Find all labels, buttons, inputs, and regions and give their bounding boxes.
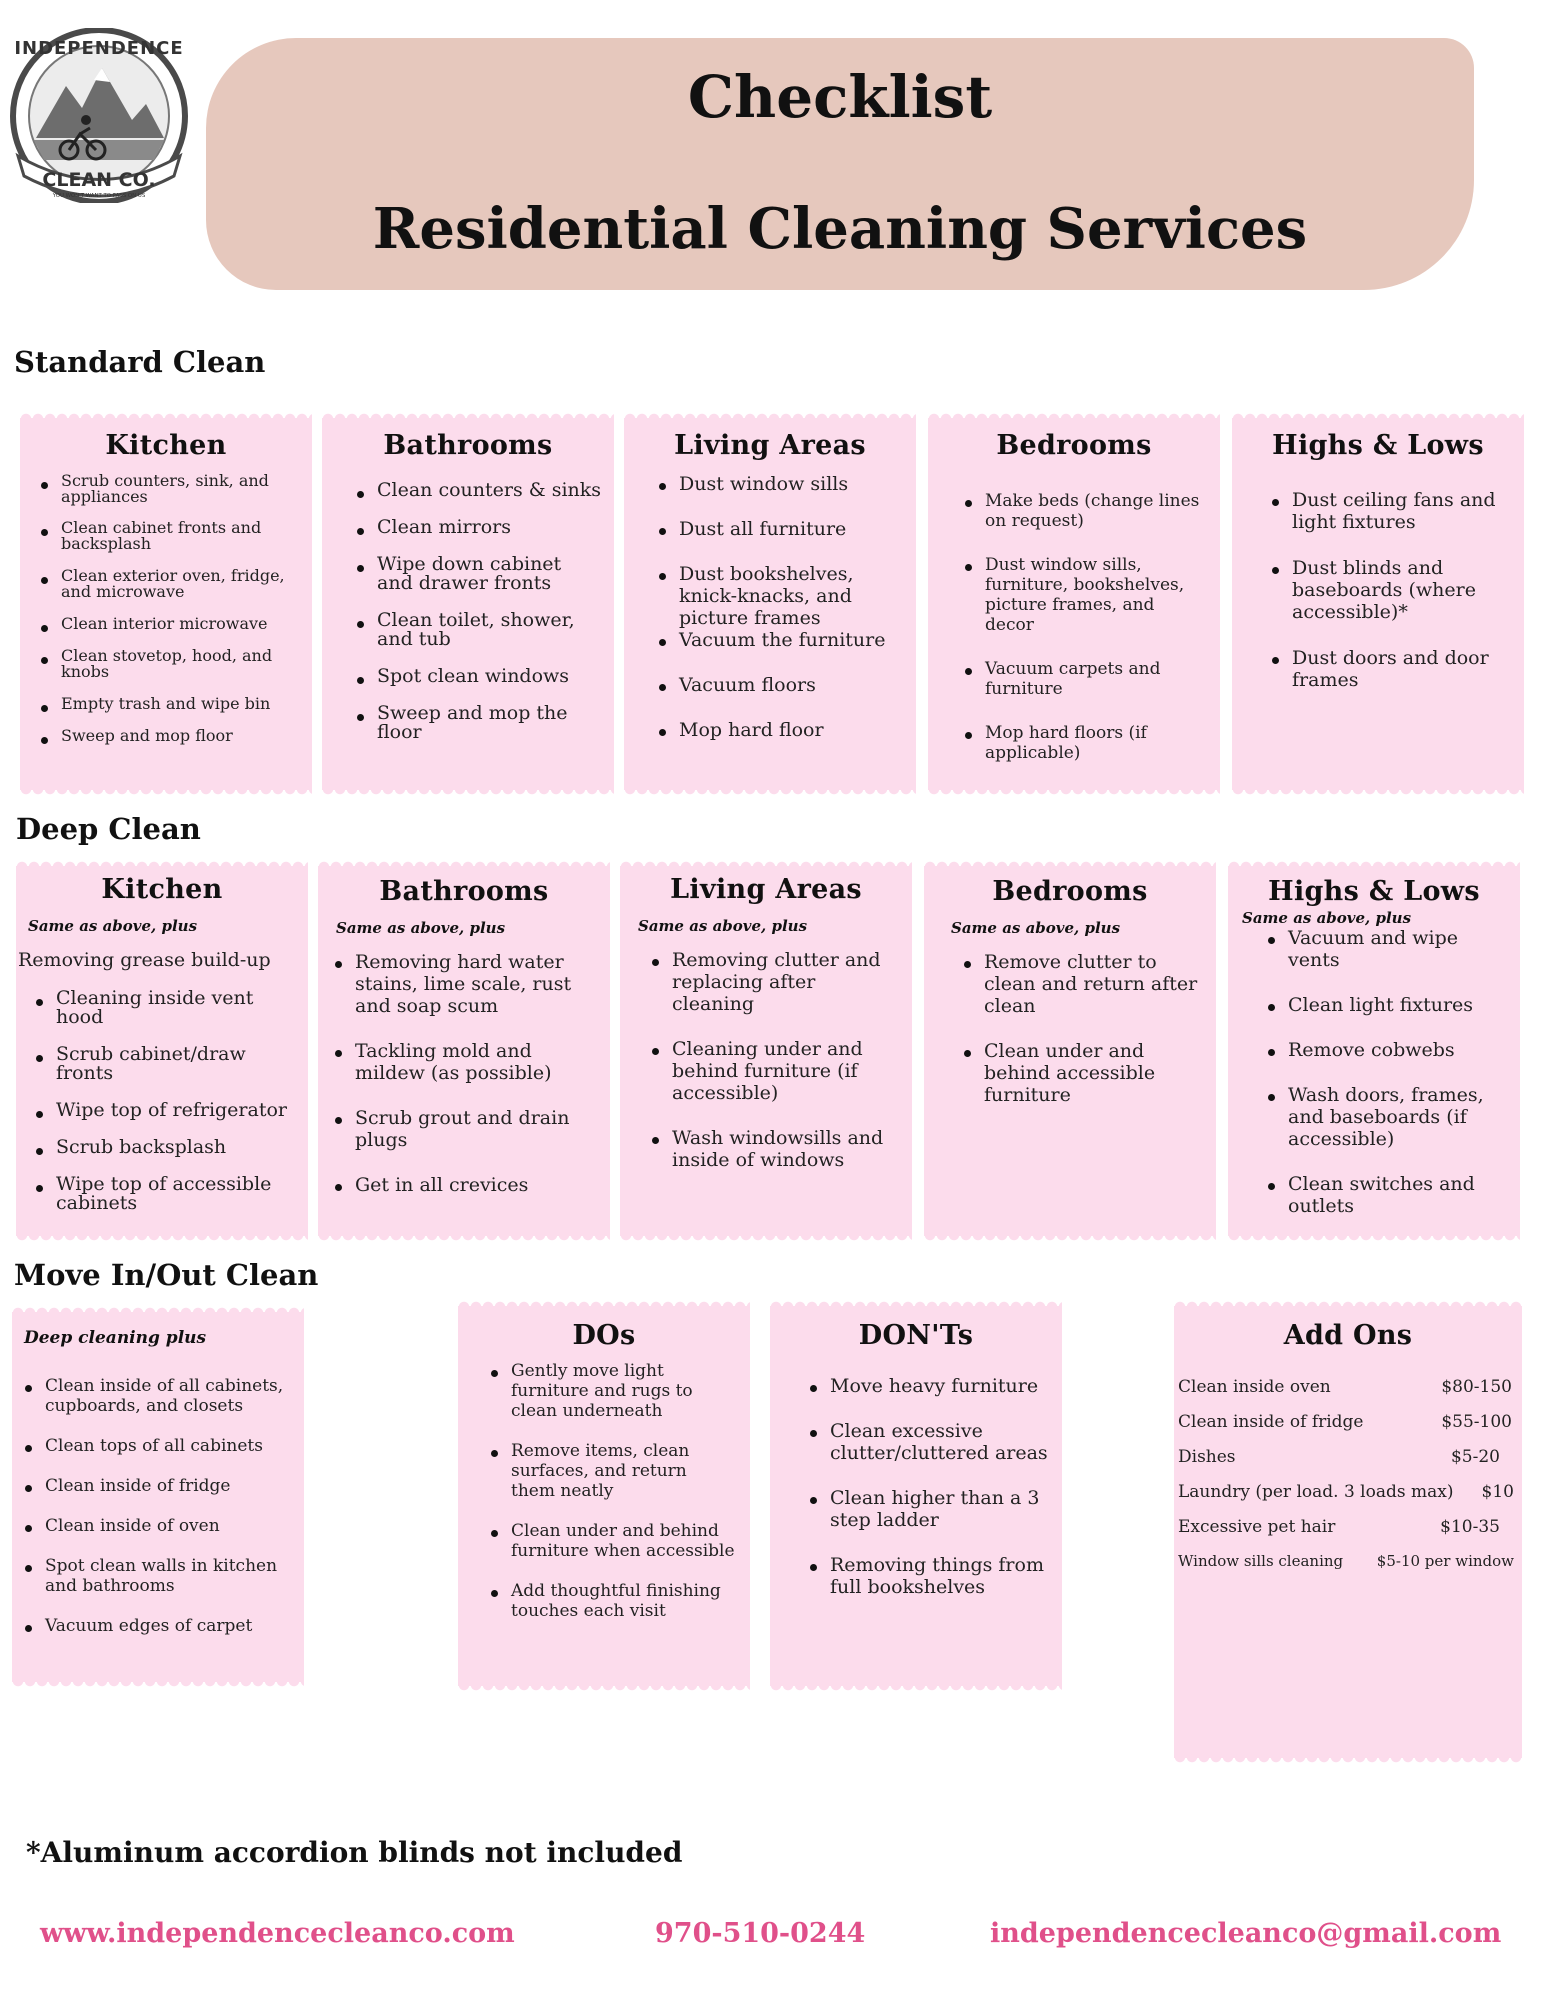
list-item: Dust bookshelves, knick-knacks, and picture frames <box>679 563 906 629</box>
list-item: Sweep and mop floor <box>61 728 302 744</box>
card-subtitle: Same as above, plus <box>951 919 1121 937</box>
standard-highs-lows-card <box>1232 418 1524 790</box>
list-item: Wash windowsills and inside of windows <box>672 1127 898 1171</box>
list-item: Clean counters & sinks <box>377 479 602 501</box>
addon-name: Clean inside oven <box>1178 1377 1331 1397</box>
addon-row <box>1178 1412 1514 1432</box>
list-item: Removing clutter and replacing after cleaning <box>672 949 898 1015</box>
standard-bedrooms-card <box>928 418 1220 790</box>
logo-independence-text: INDEPENDENCE <box>14 38 184 59</box>
card-title: Add Ons <box>1283 1320 1413 1351</box>
list-item: Remove clutter to clean and return after clean <box>984 951 1202 1017</box>
list-item: Removing things from full bookshelves <box>830 1554 1048 1598</box>
addon-row <box>1178 1552 1514 1570</box>
list-item: Wipe top of accessible cabinets <box>56 1175 298 1213</box>
list-item: Remove cobwebs <box>1288 1039 1506 1061</box>
list-item: Clean light fixtures <box>1288 994 1506 1016</box>
dos-card <box>458 1306 750 1686</box>
list-item: Vacuum and wipe vents <box>1288 927 1506 971</box>
addon-row <box>1178 1447 1514 1467</box>
standard-kitchen-card <box>20 418 312 790</box>
addon-row <box>1178 1517 1514 1537</box>
list-item: Scrub backsplash <box>56 1138 298 1157</box>
donts-card <box>770 1306 1062 1686</box>
list-item: Mop hard floors (if applicable) <box>985 723 1204 763</box>
list-item: Sweep and mop the floor <box>377 704 602 742</box>
list-item: Gently move light furniture and rugs to clean underneath <box>511 1361 736 1421</box>
deep-clean-heading: Deep Clean <box>16 812 201 846</box>
card-title: Bedrooms <box>996 430 1152 461</box>
list-item: Vacuum the furniture <box>679 629 906 651</box>
standard-living-card <box>624 418 916 790</box>
addon-name: Clean inside of fridge <box>1178 1412 1364 1432</box>
deep-highs-lows-card <box>1228 866 1520 1236</box>
list-item: Wipe top of refrigerator <box>56 1101 298 1120</box>
addon-price: $10-35 <box>1440 1517 1500 1537</box>
page-subtitle: Residential Cleaning Services <box>372 196 1308 262</box>
addon-price: $10 <box>1481 1482 1514 1502</box>
list-item: Clean inside of oven <box>45 1516 290 1536</box>
deep-bathrooms-card <box>318 866 610 1236</box>
deep-living-card <box>620 866 912 1236</box>
list-item: Vacuum carpets and furniture <box>985 659 1204 699</box>
list-item: Clean toilet, shower, and tub <box>377 611 602 649</box>
list-item: Cleaning under and behind furniture (if accessible) <box>672 1038 898 1104</box>
list-item: Remove items, clean surfaces, and return them neatly <box>511 1441 736 1501</box>
addon-name: Window sills cleaning <box>1178 1552 1344 1570</box>
list-item: Move heavy furniture <box>830 1375 1048 1397</box>
list-item: Dust ceiling fans and light fixtures <box>1292 489 1510 533</box>
card-title: Highs & Lows <box>1272 430 1484 461</box>
website-link[interactable]: www.independencecleanco.com <box>40 1918 515 1949</box>
list-item: Wipe down cabinet and drawer fronts <box>377 555 602 593</box>
card-title: DOs <box>572 1320 636 1351</box>
card-subtitle: Deep cleaning plus <box>24 1328 207 1348</box>
addon-price: $5-20 <box>1450 1447 1500 1467</box>
card-subtitle: Same as above, plus <box>638 917 808 935</box>
list-item: Get in all crevices <box>355 1174 600 1196</box>
list-item: Add thoughtful finishing touches each visit <box>511 1581 736 1621</box>
logo-clean-co-text: CLEAN CO. <box>42 169 156 191</box>
list-item: Clean mirrors <box>377 518 602 537</box>
deep-bedrooms-card <box>924 866 1216 1236</box>
addon-price: $80-150 <box>1441 1377 1512 1397</box>
list-lead-text: Removing grease build-up <box>18 949 271 971</box>
list-item: Wash doors, frames, and baseboards (if accessible) <box>1288 1084 1506 1150</box>
addon-row <box>1178 1377 1514 1397</box>
card-title: Bathrooms <box>383 430 553 461</box>
list-item: Vacuum edges of carpet <box>45 1616 290 1636</box>
footnote: *Aluminum accordion blinds not included <box>26 1836 683 1869</box>
card-subtitle: Same as above, plus <box>1242 909 1412 927</box>
addon-row <box>1178 1482 1514 1502</box>
addon-name: Laundry (per load. 3 loads max) <box>1178 1482 1454 1502</box>
list-item: Dust blinds and baseboards (where accessible)* <box>1292 557 1510 623</box>
list-item: Removing hard water stains, lime scale, rust and soap scum <box>355 951 600 1017</box>
list-item: Dust window sills, furniture, bookshelves, picture frames, and decor <box>985 555 1204 635</box>
list-item: Empty trash and wipe bin <box>61 696 302 712</box>
list-item: Tackling mold and mildew (as possible) <box>355 1040 600 1084</box>
list-item: Cleaning inside vent hood <box>56 989 298 1027</box>
move-card <box>12 1312 304 1682</box>
list-item: Scrub grout and drain plugs <box>355 1107 600 1151</box>
list-item: Clean under and behind furniture when accessible <box>511 1521 735 1561</box>
list-item: Scrub counters, sink, and appliances <box>61 473 302 505</box>
list-item: Dust doors and door frames <box>1292 647 1510 691</box>
list-item: Clean interior microwave <box>61 616 302 632</box>
addons-card <box>1174 1306 1522 1758</box>
addon-price: $55-100 <box>1441 1412 1512 1432</box>
card-title: Living Areas <box>670 874 862 905</box>
move-clean-heading: Move In/Out Clean <box>14 1258 319 1292</box>
list-item: Clean inside of fridge <box>45 1476 290 1496</box>
list-item: Clean inside of all cabinets, cupboards, and closets <box>45 1376 290 1416</box>
list-item: Mop hard floor <box>679 719 906 741</box>
list-item: Scrub cabinet/draw fronts <box>56 1045 298 1083</box>
addon-name: Dishes <box>1178 1447 1236 1467</box>
list-item: Clean stovetop, hood, and knobs <box>61 648 302 680</box>
company-logo <box>4 28 194 203</box>
email-link[interactable]: independencecleanco@gmail.com <box>990 1918 1502 1949</box>
list-item: Spot clean walls in kitchen and bathrooms <box>45 1556 290 1596</box>
list-item: Clean under and behind accessible furniture <box>984 1040 1202 1106</box>
list-item: Clean excessive clutter/cluttered areas <box>830 1420 1048 1464</box>
list-item: Clean switches and outlets <box>1288 1173 1506 1217</box>
card-title: Bedrooms <box>992 876 1148 907</box>
addon-name: Excessive pet hair <box>1178 1517 1336 1537</box>
list-item: Clean tops of all cabinets <box>45 1436 290 1456</box>
list-item: Spot clean windows <box>377 667 602 686</box>
list-item: Make beds (change lines on request) <box>985 491 1204 531</box>
phone-link[interactable]: 970-510-0244 <box>655 1918 866 1949</box>
logo-tagline-text: YOU WON'T WANT TO PASS ON US <box>52 193 146 199</box>
card-title: Kitchen <box>101 874 223 905</box>
standard-bathrooms-card <box>322 418 614 790</box>
list-item: Dust all furniture <box>679 518 906 540</box>
standard-clean-heading: Standard Clean <box>14 345 266 379</box>
list-item: Clean cabinet fronts and backsplash <box>61 520 302 552</box>
card-subtitle: Same as above, plus <box>28 917 198 935</box>
card-title: DON'Ts <box>858 1320 974 1351</box>
list-item: Dust window sills <box>679 473 906 495</box>
page-title: Checklist <box>687 63 993 131</box>
card-subtitle: Same as above, plus <box>336 919 506 937</box>
list-item: Clean higher than a 3 step ladder <box>830 1487 1048 1531</box>
deep-kitchen-card <box>16 866 308 1236</box>
list-item: Clean exterior oven, fridge, and microwave <box>61 568 302 600</box>
card-title: Kitchen <box>105 430 227 461</box>
list-item: Vacuum floors <box>679 674 906 696</box>
card-title: Bathrooms <box>379 876 549 907</box>
card-title: Living Areas <box>674 430 866 461</box>
addon-price: $5-10 per window <box>1376 1552 1514 1570</box>
card-title: Highs & Lows <box>1268 876 1480 907</box>
